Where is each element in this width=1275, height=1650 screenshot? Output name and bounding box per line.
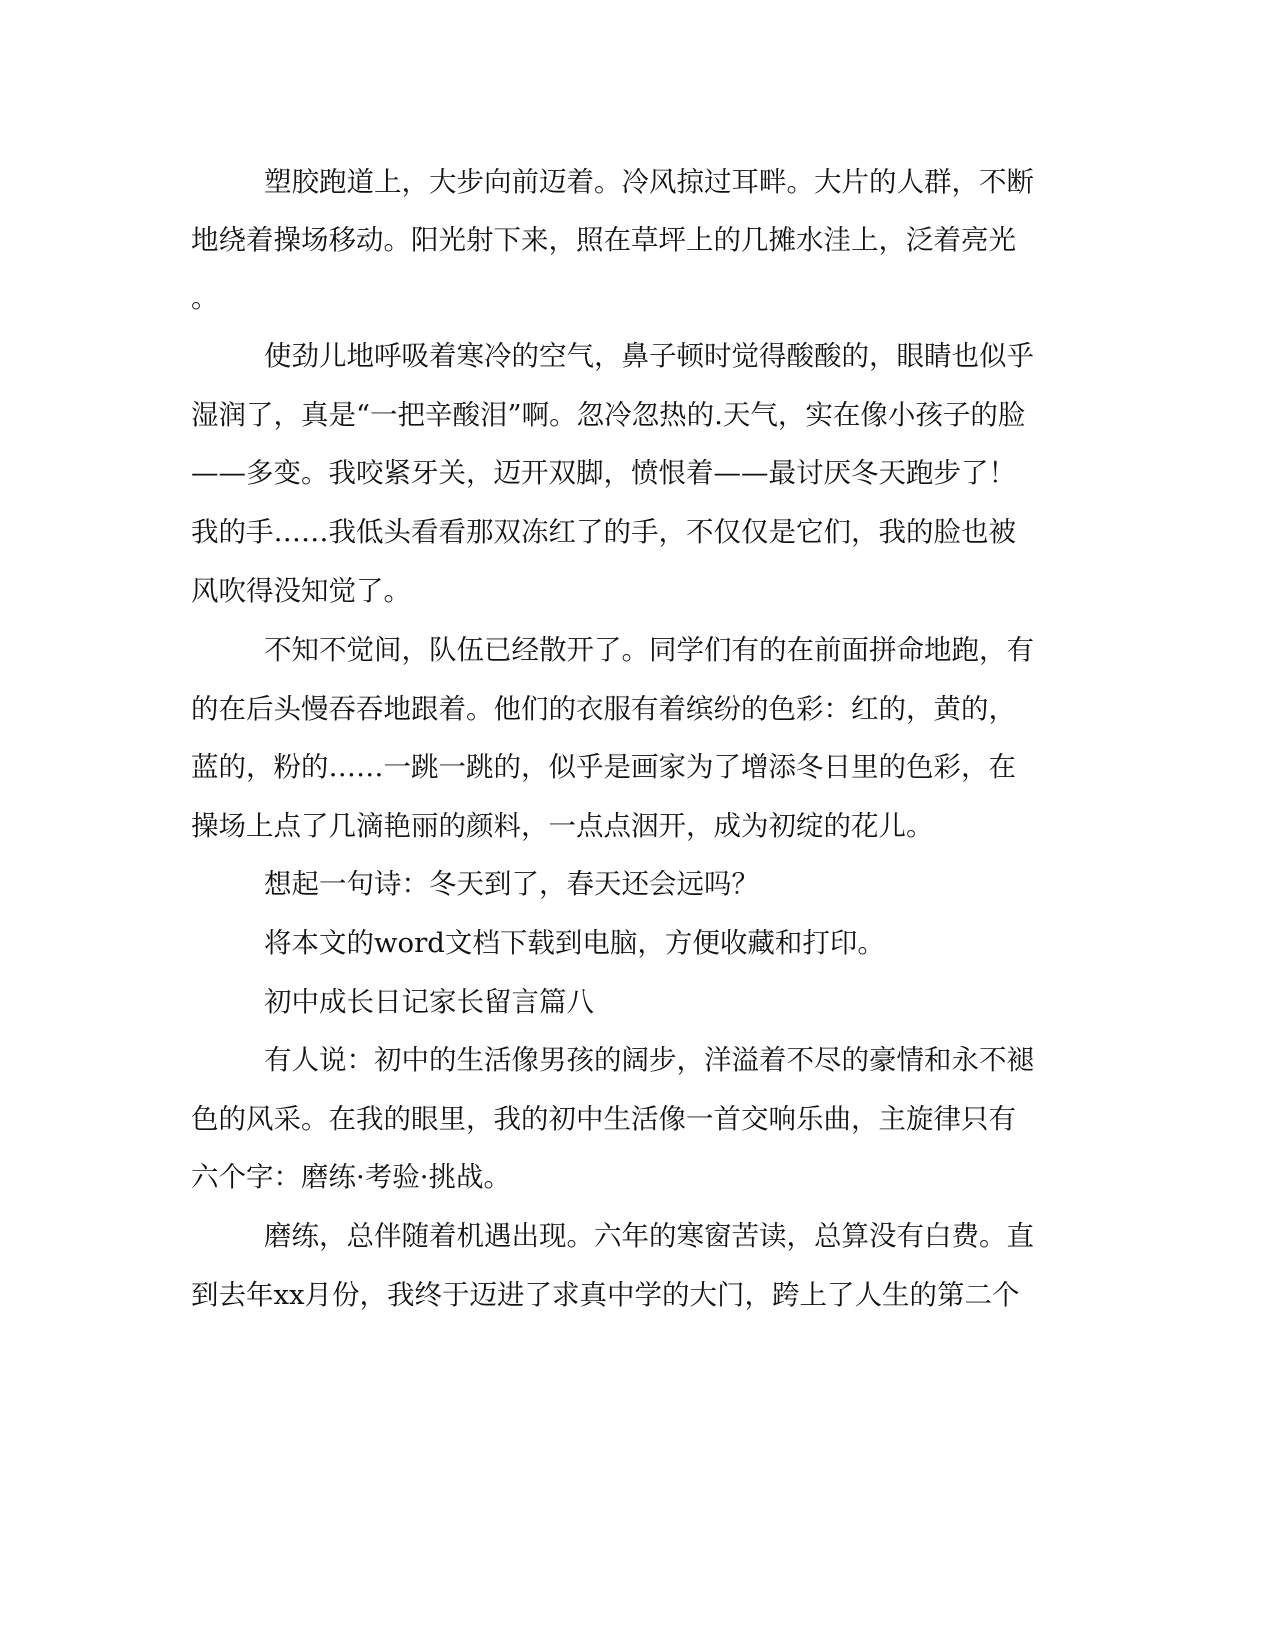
text-line: 操场上点了几滴艳丽的颜料，一点点洇开，成为初绽的花儿。 bbox=[191, 810, 934, 842]
text-line: 湿润了，真是“一把辛酸泪”啊。忽冷忽热的.天气，实在像小孩子的脸 bbox=[191, 399, 1026, 431]
text-line: 到去年xx月份，我终于迈进了求真中学的大门，跨上了人生的第二个 bbox=[191, 1279, 1020, 1311]
text-line: 使劲儿地呼吸着寒冷的空气，鼻子顿时觉得酸酸的，眼睛也似乎 bbox=[264, 340, 1034, 372]
text-line: 我的手……我低头看看那双冻红了的手，不仅仅是它们，我的脸也被 bbox=[191, 516, 1016, 548]
text-line: 塑胶跑道上，大步向前迈着。冷风掠过耳畔。大片的人群，不断 bbox=[264, 166, 1034, 198]
section-heading: 初中成长日记家长留言篇八 bbox=[264, 986, 594, 1018]
text-line: 色的风采。在我的眼里，我的初中生活像一首交响乐曲，主旋律只有 bbox=[191, 1103, 1016, 1135]
text-line: 。 bbox=[191, 282, 219, 314]
text-line: 将本文的word文档下载到电脑，方便收藏和打印。 bbox=[264, 927, 885, 959]
text-line: 地绕着操场移动。阳光射下来，照在草坪上的几摊水洼上，泛着亮光 bbox=[191, 224, 1016, 256]
text-line: 的在后头慢吞吞地跟着。他们的衣服有着缤纷的色彩：红的，黄的， bbox=[191, 693, 1016, 725]
text-line: 蓝的，粉的……一跳一跳的，似乎是画家为了增添冬日里的色彩，在 bbox=[191, 751, 1016, 783]
text-line: 磨练，总伴随着机遇出现。六年的寒窗苦读，总算没有白费。直 bbox=[264, 1220, 1034, 1252]
text-line: ——多变。我咬紧牙关，迈开双脚，愤恨着——最讨厌冬天跑步了！ bbox=[191, 457, 1016, 489]
text-line: 有人说：初中的生活像男孩的阔步，洋溢着不尽的豪情和永不褪 bbox=[264, 1044, 1034, 1076]
text-line: 想起一句诗：冬天到了，春天还会远吗？ bbox=[264, 868, 759, 900]
text-line: 六个字：磨练·考验·挑战。 bbox=[191, 1161, 511, 1193]
text-line: 风吹得没知觉了。 bbox=[191, 575, 411, 607]
text-line: 不知不觉间，队伍已经散开了。同学们有的在前面拼命地跑，有 bbox=[264, 634, 1034, 666]
